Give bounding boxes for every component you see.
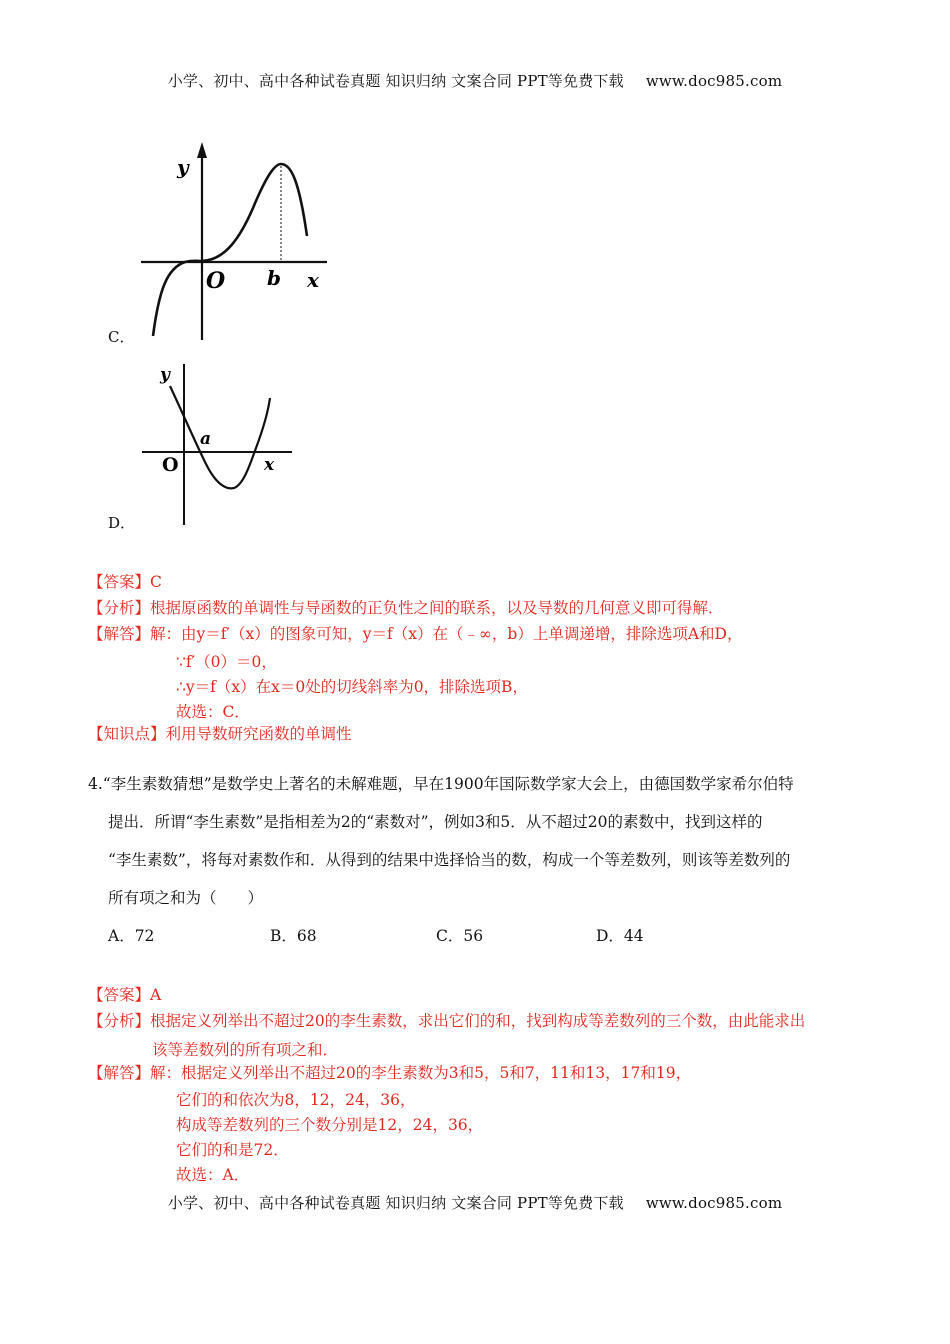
option-c-label: C． — [108, 328, 135, 346]
graph-option-c — [135, 140, 335, 340]
q4-line-1: 4.“李生素数猜想”是数学史上著名的未解难题，早在1900年国际数学家大会上，由德国数学家希尔伯特 — [88, 775, 794, 793]
solution-line-1: 解：由y＝f′（x）的图象可知，y＝f（x）在（﹣∞，b）上单调递增，排除选项A和D， — [150, 625, 743, 643]
option-d-label: D． — [108, 514, 136, 532]
label-origin: O — [162, 454, 179, 476]
answer-value: C — [150, 573, 162, 591]
q4-line-3: “李生素数”，将每对素数作和．从得到的结果中选择恰当的数，构成一个等差数列，则该等差数列的 — [108, 851, 791, 869]
solution-line-5: 故选：A． — [176, 1166, 250, 1184]
label-a: a — [200, 429, 212, 449]
answer-value: A — [150, 986, 162, 1004]
label-x: x — [307, 268, 319, 292]
analysis-line-1: 根据定义列举出不超过20的李生素数，求出它们的和，找到构成等差数列的三个数，由此能求出 — [150, 1012, 806, 1030]
graph-option-d — [140, 360, 300, 530]
solution-line-4: 它们的和是72． — [176, 1141, 289, 1159]
q4-answer — [88, 982, 161, 1008]
q4-line-4: 所有项之和为（ ） — [108, 889, 264, 907]
solution-line-1: 解：根据定义列举出不超过20的李生素数为3和5，5和7，11和13，17和19， — [150, 1064, 692, 1082]
solution-line-2: 它们的和依次为8，12，24，36， — [176, 1091, 416, 1109]
q4-analysis — [88, 1008, 805, 1034]
y-arrow — [197, 142, 207, 158]
solution-tag: 【解答】 — [88, 1064, 151, 1082]
q3-knowledge — [88, 721, 352, 747]
page-footer — [0, 1192, 950, 1213]
knowledge-text: 利用导数研究函数的单调性 — [165, 725, 352, 743]
answer-tag: 【答案】 — [88, 573, 151, 591]
solution-line-3: 构成等差数列的三个数分别是12，24，36， — [176, 1116, 484, 1134]
label-origin: O — [206, 268, 226, 294]
knowledge-tag: 【知识点】 — [88, 725, 166, 743]
q3-answer — [88, 569, 162, 595]
footer-site: www.doc985.com — [645, 1194, 783, 1212]
analysis-text: 根据原函数的单调性与导函数的正负性之间的联系，以及导数的几何意义即可得解． — [150, 599, 724, 617]
analysis-tag: 【分析】 — [88, 599, 151, 617]
q4-option-d: D．44 — [596, 927, 644, 945]
solution-line-4: 故选：C． — [176, 703, 250, 721]
header-text: 小学、初中、高中各种试卷真题 知识归纳 文案合同 PPT等免费下载 — [167, 72, 624, 90]
analysis-line-2: 该等差数列的所有项之和． — [152, 1041, 339, 1059]
curve-c — [153, 164, 307, 336]
q4-solution — [88, 1060, 691, 1086]
solution-line-2: ∵f′（0）＝0， — [176, 653, 277, 671]
label-y: y — [177, 155, 189, 179]
solution-tag: 【解答】 — [88, 625, 151, 643]
footer-text: 小学、初中、高中各种试卷真题 知识归纳 文案合同 PPT等免费下载 — [167, 1194, 624, 1212]
label-y: y — [160, 365, 170, 385]
solution-line-3: ∴y＝f（x）在x＝0处的切线斜率为0，排除选项B， — [176, 678, 528, 696]
label-x: x — [264, 455, 275, 475]
header-site: www.doc985.com — [645, 72, 783, 90]
q3-solution — [88, 621, 742, 647]
analysis-tag: 【分析】 — [88, 1012, 151, 1030]
page-header — [0, 70, 950, 91]
label-b: b — [267, 266, 281, 290]
q4-option-b: B．68 — [270, 927, 317, 945]
q4-option-c: C．56 — [436, 927, 484, 945]
q3-analysis — [88, 595, 724, 621]
answer-tag: 【答案】 — [88, 986, 151, 1004]
q4-line-2: 提出．所谓“李生素数”是指相差为2的“素数对”，例如3和5．从不超过20的素数中，找到这样的 — [108, 813, 763, 831]
q4-option-a: A．72 — [108, 927, 155, 945]
